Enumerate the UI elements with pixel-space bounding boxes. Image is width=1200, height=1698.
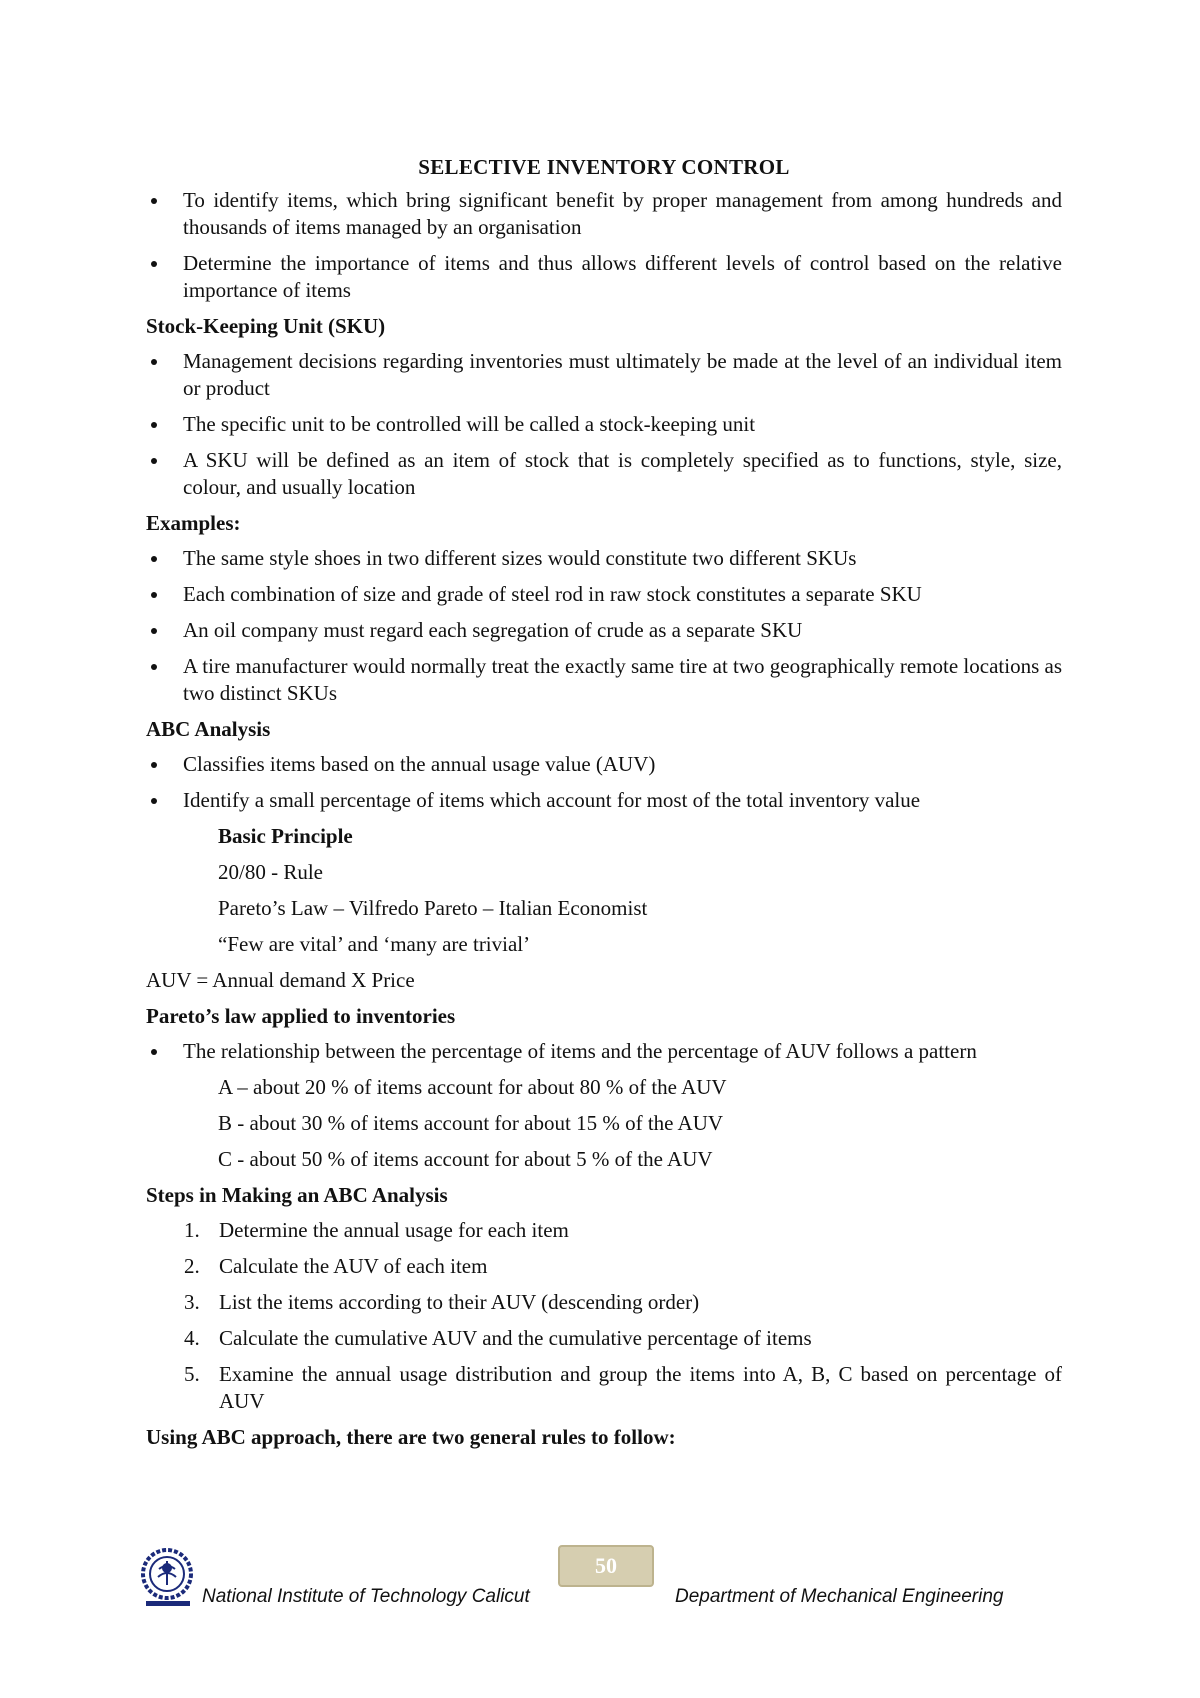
footer-institute: National Institute of Technology Calicut bbox=[202, 1586, 530, 1607]
list-item: A SKU will be defined as an item of stock that is completely specified as to functions, style, size, colour, and usually location bbox=[146, 447, 1062, 501]
list-item: 4. Calculate the cumulative AUV and the cumulative percentage of items bbox=[184, 1326, 812, 1350]
list-item: Classifies items based on the annual usage value (AUV) bbox=[146, 751, 1062, 778]
page-content bbox=[146, 154, 1062, 1459]
bullet-icon bbox=[151, 359, 157, 365]
sku-list bbox=[146, 348, 1062, 501]
class-line-a: A – about 20 % of items account for about 80 % of the AUV bbox=[218, 1075, 727, 1099]
page-number: 50 bbox=[558, 1545, 654, 1587]
bullet-icon bbox=[151, 458, 157, 464]
bullet-icon bbox=[151, 422, 157, 428]
section-heading-steps: Steps in Making an ABC Analysis bbox=[146, 1183, 448, 1207]
list-item: The relationship between the percentage of items and the percentage of AUV follows a pattern bbox=[146, 1038, 1062, 1065]
principle-line: 20/80 - Rule bbox=[218, 860, 323, 884]
bullet-icon bbox=[151, 798, 157, 804]
section-heading-examples: Examples: bbox=[146, 511, 241, 535]
class-line-b: B - about 30 % of items account for about 15 % of the AUV bbox=[218, 1111, 724, 1135]
list-item: The specific unit to be controlled will be called a stock-keeping unit bbox=[146, 411, 1062, 438]
abc-list bbox=[146, 751, 1062, 814]
list-item: Each combination of size and grade of steel rod in raw stock constitutes a separate SKU bbox=[146, 581, 1062, 608]
bullet-icon bbox=[151, 628, 157, 634]
list-item: A tire manufacturer would normally treat the exactly same tire at two geographically remote locations as two distinct SKUs bbox=[146, 653, 1062, 707]
list-item: 1. Determine the annual usage for each item bbox=[184, 1218, 569, 1242]
basic-principle-heading: Basic Principle bbox=[218, 824, 353, 848]
list-item: An oil company must regard each segregation of crude as a separate SKU bbox=[146, 617, 1062, 644]
examples-list bbox=[146, 545, 1062, 707]
section-heading-abc: ABC Analysis bbox=[146, 717, 271, 741]
bullet-icon bbox=[151, 261, 157, 267]
intro-list bbox=[146, 187, 1062, 304]
auv-formula: AUV = Annual demand X Price bbox=[146, 968, 415, 992]
principle-line: Pareto’s Law – Vilfredo Pareto – Italian Economist bbox=[218, 896, 648, 920]
bullet-icon bbox=[151, 198, 157, 204]
institute-emblem-icon bbox=[140, 1547, 196, 1611]
principle-line: “Few are vital’ and ‘many are trivial’ bbox=[218, 932, 531, 956]
steps-list bbox=[146, 1217, 1062, 1415]
section-heading-sku: Stock-Keeping Unit (SKU) bbox=[146, 314, 386, 338]
list-item: Management decisions regarding inventories must ultimately be made at the level of an individual item or product bbox=[146, 348, 1062, 402]
list-item: 5. Examine the annual usage distribution and group the items into A, B, C based on percentage of AUV bbox=[184, 1362, 1062, 1413]
bullet-icon bbox=[151, 556, 157, 562]
list-item: 2. Calculate the AUV of each item bbox=[184, 1254, 488, 1278]
footer-department: Department of Mechanical Engineering bbox=[675, 1586, 1004, 1607]
section-heading-rules: Using ABC approach, there are two general rules to follow: bbox=[146, 1425, 676, 1449]
bullet-icon bbox=[151, 1049, 157, 1055]
bullet-icon bbox=[151, 592, 157, 598]
pareto-list bbox=[146, 1038, 1062, 1065]
page-title: SELECTIVE INVENTORY CONTROL bbox=[418, 155, 790, 179]
list-item: Identify a small percentage of items which account for most of the total inventory value bbox=[146, 787, 1062, 814]
list-item: The same style shoes in two different sizes would constitute two different SKUs bbox=[146, 545, 1062, 572]
section-heading-pareto: Pareto’s law applied to inventories bbox=[146, 1004, 456, 1028]
emblem-graphic bbox=[140, 1547, 196, 1611]
list-item: 3. List the items according to their AUV (descending order) bbox=[184, 1290, 700, 1314]
bullet-icon bbox=[151, 762, 157, 768]
list-item: Determine the importance of items and thus allows different levels of control based on the relative importance of items bbox=[146, 250, 1062, 304]
bullet-icon bbox=[151, 664, 157, 670]
class-line-c: C - about 50 % of items account for about 5 % of the AUV bbox=[218, 1147, 713, 1171]
list-item: To identify items, which bring significant benefit by proper management from among hundreds and thousands of items managed by an organisation bbox=[146, 187, 1062, 241]
